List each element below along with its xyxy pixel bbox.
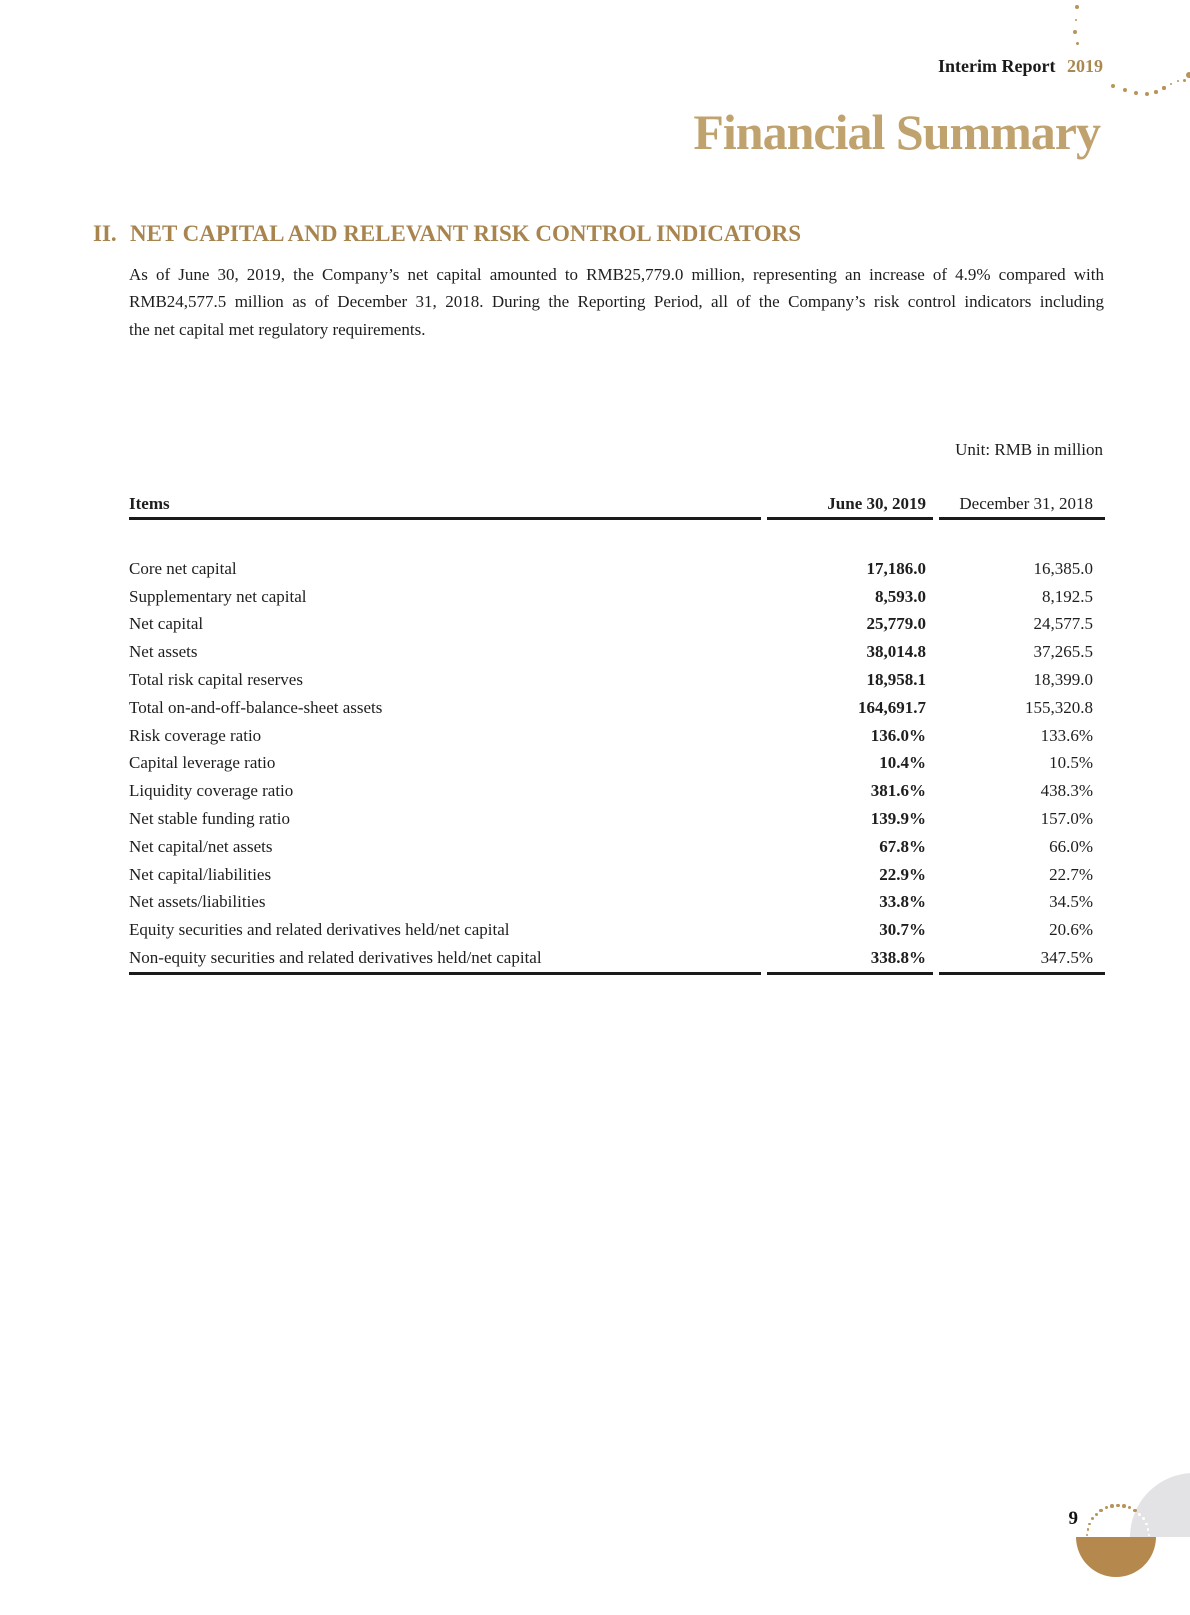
table-row bbox=[129, 555, 1105, 583]
table-row bbox=[129, 833, 1105, 861]
row-item-label: Net capital/liabilities bbox=[129, 864, 272, 884]
decorative-dot bbox=[1145, 92, 1149, 96]
decorative-dot bbox=[1076, 42, 1079, 45]
decorative-dot bbox=[1134, 91, 1138, 95]
row-value-dec-2018: 20.6% bbox=[1049, 920, 1093, 940]
row-value-jun-2019: 22.9% bbox=[879, 864, 926, 884]
decorative-dot bbox=[1111, 84, 1115, 88]
row-value-dec-2018: 24,577.5 bbox=[1033, 614, 1093, 634]
table-row bbox=[129, 889, 1105, 917]
decorative-dot bbox=[1122, 1504, 1126, 1508]
row-value-dec-2018: 10.5% bbox=[1049, 753, 1093, 773]
page-title: Financial Summary bbox=[693, 104, 1100, 160]
decorative-dot bbox=[1162, 86, 1165, 89]
table-row bbox=[129, 611, 1105, 639]
section-heading-text: NET CAPITAL AND RELEVANT RISK CONTROL INDICATORS bbox=[130, 221, 802, 246]
page-number: 9 bbox=[1068, 1508, 1078, 1529]
decorative-dot bbox=[1073, 30, 1077, 34]
table-row bbox=[129, 694, 1105, 722]
row-value-jun-2019: 18,958.1 bbox=[866, 670, 926, 690]
row-item-label: Core net capital bbox=[129, 558, 237, 578]
row-item-label: Net capital bbox=[129, 614, 204, 634]
decorative-dot bbox=[1177, 80, 1179, 82]
table-row bbox=[129, 805, 1105, 833]
decorative-dot bbox=[1145, 1523, 1148, 1526]
report-header-line bbox=[938, 56, 1103, 77]
footer-gray-half-disc bbox=[1130, 1473, 1190, 1537]
row-value-dec-2018: 438.3% bbox=[1040, 781, 1093, 801]
report-name-label: Interim Report bbox=[938, 56, 1056, 76]
decorative-dot bbox=[1088, 1523, 1091, 1526]
decorative-dot bbox=[1123, 88, 1127, 92]
row-value-jun-2019: 10.4% bbox=[879, 753, 926, 773]
row-item-label: Supplementary net capital bbox=[129, 586, 307, 606]
row-item-label: Risk coverage ratio bbox=[129, 725, 262, 745]
decorative-dot bbox=[1186, 72, 1190, 78]
row-value-dec-2018: 34.5% bbox=[1049, 892, 1093, 912]
decorative-dot bbox=[1095, 1513, 1098, 1516]
row-value-jun-2019: 38,014.8 bbox=[866, 642, 926, 662]
decorative-dot bbox=[1138, 1513, 1141, 1516]
row-value-dec-2018: 18,399.0 bbox=[1033, 670, 1093, 690]
row-item-label: Net stable funding ratio bbox=[129, 809, 290, 829]
row-item-label: Total risk capital reserves bbox=[129, 670, 303, 690]
column-header-items: Items bbox=[129, 494, 170, 513]
row-value-dec-2018: 66.0% bbox=[1049, 836, 1093, 856]
report-year-label: 2019 bbox=[1067, 56, 1103, 76]
decorative-dot bbox=[1087, 1528, 1089, 1530]
table-row bbox=[129, 777, 1105, 805]
table-header-rule bbox=[129, 517, 1105, 520]
paragraph-line: As of June 30, 2019, the Company’s net capital amounted to RMB25,779.0 million, representing an increase of 4.9% compared with bbox=[129, 265, 1104, 284]
table-row bbox=[129, 916, 1105, 944]
row-value-dec-2018: 347.5% bbox=[1040, 948, 1093, 968]
table-row bbox=[129, 666, 1105, 694]
decorative-dot bbox=[1075, 5, 1080, 10]
row-value-jun-2019: 338.8% bbox=[870, 948, 926, 968]
row-value-jun-2019: 25,779.0 bbox=[866, 614, 926, 634]
paragraph-line: the net capital met regulatory requirements. bbox=[129, 319, 426, 339]
decorative-dot bbox=[1183, 79, 1186, 82]
table-spacer bbox=[129, 520, 1105, 555]
decorative-dot bbox=[1128, 1506, 1131, 1509]
row-value-jun-2019: 164,691.7 bbox=[858, 697, 926, 717]
row-item-label: Liquidity coverage ratio bbox=[129, 781, 294, 801]
row-value-dec-2018: 37,265.5 bbox=[1033, 642, 1093, 662]
paragraph-line: RMB24,577.5 million as of December 31, 2018. During the Reporting Period, all of the Company’s risk control indicators including bbox=[129, 292, 1104, 312]
decorative-dot bbox=[1133, 1509, 1136, 1512]
table-row bbox=[129, 861, 1105, 889]
row-item-label: Net assets bbox=[129, 642, 198, 662]
table-header-row bbox=[129, 491, 1105, 517]
row-value-jun-2019: 30.7% bbox=[879, 920, 926, 940]
row-item-label: Non-equity securities and related derivatives held/net capital bbox=[129, 948, 542, 968]
decorative-dot bbox=[1075, 19, 1078, 22]
row-value-dec-2018: 8,192.5 bbox=[1042, 586, 1093, 606]
section-paragraph bbox=[129, 261, 1104, 343]
decorative-dot bbox=[1110, 1504, 1114, 1508]
decorative-dot bbox=[1142, 1517, 1145, 1520]
row-item-label: Capital leverage ratio bbox=[129, 753, 276, 773]
table-bottom-rule bbox=[129, 972, 1105, 975]
decorative-dot bbox=[1116, 1504, 1120, 1508]
row-value-jun-2019: 67.8% bbox=[879, 836, 926, 856]
row-value-jun-2019: 136.0% bbox=[870, 725, 926, 745]
row-value-jun-2019: 139.9% bbox=[870, 809, 926, 829]
footer-gold-half-disc bbox=[1076, 1537, 1156, 1577]
row-item-label: Equity securities and related derivatives held/net capital bbox=[129, 920, 510, 940]
risk-indicators-table bbox=[129, 491, 1105, 975]
table-row bbox=[129, 722, 1105, 750]
row-item-label: Net capital/net assets bbox=[129, 836, 273, 856]
decorative-dot bbox=[1099, 1509, 1102, 1512]
row-value-dec-2018: 155,320.8 bbox=[1025, 697, 1093, 717]
row-value-dec-2018: 157.0% bbox=[1040, 809, 1093, 829]
column-header-dec-2018: December 31, 2018 bbox=[959, 494, 1093, 513]
table-row bbox=[129, 638, 1105, 666]
row-value-jun-2019: 17,186.0 bbox=[866, 558, 926, 578]
section-heading bbox=[93, 221, 801, 247]
row-value-dec-2018: 22.7% bbox=[1049, 864, 1093, 884]
decorative-dot bbox=[1170, 83, 1173, 86]
table-row bbox=[129, 944, 1105, 972]
table-unit-note: Unit: RMB in million bbox=[955, 440, 1103, 459]
column-header-jun-2019: June 30, 2019 bbox=[827, 494, 926, 513]
row-value-jun-2019: 381.6% bbox=[870, 781, 926, 801]
table-row bbox=[129, 583, 1105, 611]
decorative-dot bbox=[1154, 90, 1158, 94]
row-value-jun-2019: 33.8% bbox=[879, 892, 926, 912]
row-value-jun-2019: 8,593.0 bbox=[875, 586, 926, 606]
row-item-label: Net assets/liabilities bbox=[129, 892, 266, 912]
row-item-label: Total on-and-off-balance-sheet assets bbox=[129, 697, 383, 717]
row-value-dec-2018: 133.6% bbox=[1040, 725, 1093, 745]
section-number: II. bbox=[93, 221, 117, 246]
decorative-dot bbox=[1105, 1506, 1108, 1509]
table-row bbox=[129, 750, 1105, 778]
table-body bbox=[129, 555, 1105, 972]
row-value-dec-2018: 16,385.0 bbox=[1033, 558, 1093, 578]
decorative-dot bbox=[1091, 1517, 1094, 1520]
